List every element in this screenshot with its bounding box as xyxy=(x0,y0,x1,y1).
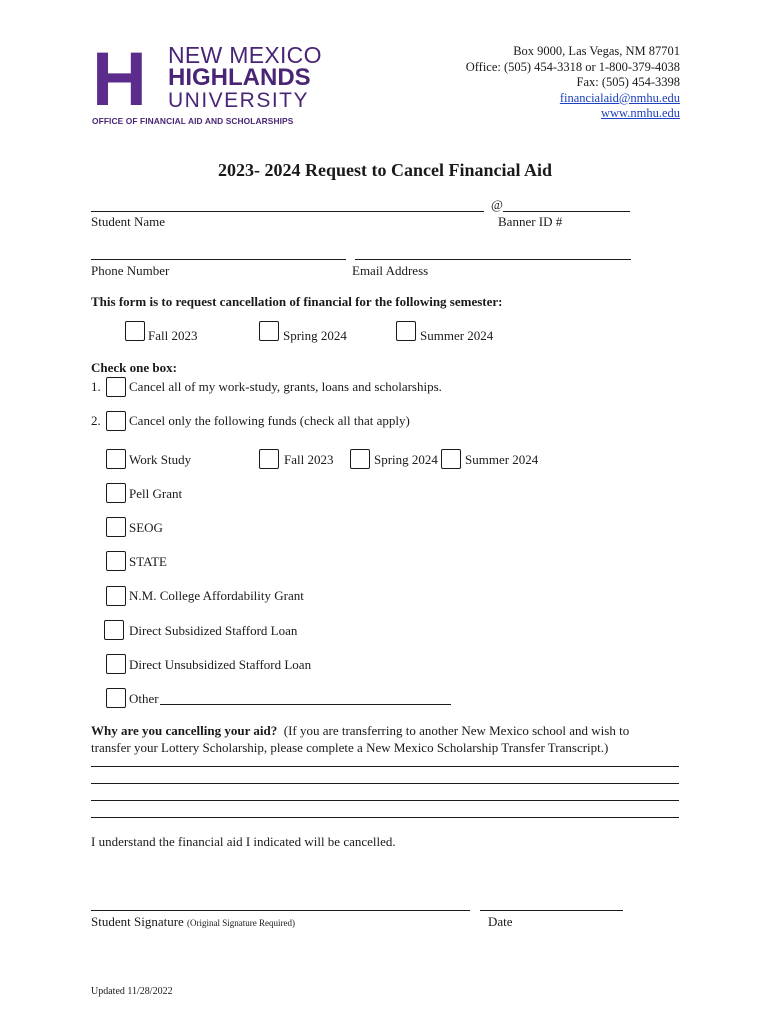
ws-spring-checkbox[interactable] xyxy=(350,449,370,469)
reason-line-c[interactable] xyxy=(91,800,679,801)
ws-fall-label: Fall 2023 xyxy=(284,452,334,467)
signature-note: (Original Signature Required) xyxy=(187,918,296,928)
cancel-all-checkbox[interactable] xyxy=(106,377,126,397)
banner-id-label: Banner ID # xyxy=(498,214,563,229)
ws-spring-label: Spring 2024 xyxy=(374,452,438,467)
student-name-line[interactable] xyxy=(91,211,484,212)
subsidized-loan-checkbox[interactable] xyxy=(104,620,124,640)
state-label: STATE xyxy=(129,554,167,569)
logo-line-new-mexico: NEW MEXICO xyxy=(168,42,322,68)
contact-block xyxy=(466,44,680,122)
subsidized-loan-label: Direct Subsidized Stafford Loan xyxy=(129,623,298,638)
semester-spring-checkbox[interactable] xyxy=(259,321,279,341)
other-line[interactable] xyxy=(160,704,451,705)
seog-checkbox[interactable] xyxy=(106,517,126,537)
ws-summer-checkbox[interactable] xyxy=(441,449,461,469)
date-label: Date xyxy=(488,914,513,929)
semester-fall-checkbox[interactable] xyxy=(125,321,145,341)
office-name: OFFICE OF FINANCIAL AID AND SCHOLARSHIPS xyxy=(92,116,294,126)
pell-grant-checkbox[interactable] xyxy=(106,483,126,503)
ws-fall-checkbox[interactable] xyxy=(259,449,279,469)
signature-label: Student Signature xyxy=(91,914,184,929)
website-link[interactable]: www.nmhu.edu xyxy=(600,106,680,120)
reason-line-b[interactable] xyxy=(91,783,679,784)
banner-id-line[interactable] xyxy=(503,211,630,212)
unsubsidized-loan-label: Direct Unsubsidized Stafford Loan xyxy=(129,657,312,672)
signature-line[interactable] xyxy=(91,910,470,911)
nm-college-grant-label: N.M. College Affordability Grant xyxy=(129,588,304,603)
reason-note-b: transfer your Lottery Scholarship, please complete a New Mexico Scholarship Transfer Transcript.) xyxy=(91,740,609,755)
updated-date: Updated 11/28/2022 xyxy=(91,986,173,997)
reason-note-a: (If you are transferring to another New Mexico school and wish to xyxy=(283,723,630,738)
cancel-some-label: Cancel only the following funds (check all that apply) xyxy=(129,413,410,428)
unsubsidized-loan-checkbox[interactable] xyxy=(106,654,126,674)
mailing-address: Box 9000, Las Vegas, NM 87701 xyxy=(513,44,680,58)
reason-line-d[interactable] xyxy=(91,817,679,818)
university-logo xyxy=(92,37,328,128)
work-study-label: Work Study xyxy=(129,452,192,467)
work-study-checkbox[interactable] xyxy=(106,449,126,469)
date-line[interactable] xyxy=(480,910,623,911)
phone-line[interactable] xyxy=(91,259,346,260)
form-title: 2023- 2024 Request to Cancel Financial Aid xyxy=(217,160,552,180)
logo-line-university: UNIVERSITY xyxy=(168,89,310,112)
semester-prompt: This form is to request cancellation of financial for the following semester: xyxy=(91,294,503,309)
state-checkbox[interactable] xyxy=(106,551,126,571)
cancel-all-label: Cancel all of my work-study, grants, loans and scholarships. xyxy=(129,379,442,394)
other-label: Other xyxy=(129,691,159,706)
signature-label-group xyxy=(91,914,295,930)
email-label: Email Address xyxy=(352,263,429,278)
banner-at-sign: @ xyxy=(491,197,503,212)
other-checkbox[interactable] xyxy=(106,688,126,708)
logo-line-highlands: HIGHLANDS xyxy=(168,64,311,91)
student-name-label: Student Name xyxy=(91,214,166,229)
cancel-some-checkbox[interactable] xyxy=(106,411,126,431)
fax-number: Fax: (505) 454-3398 xyxy=(576,75,680,89)
semester-summer-checkbox[interactable] xyxy=(396,321,416,341)
nm-college-grant-checkbox[interactable] xyxy=(106,586,126,606)
semester-summer-label: Summer 2024 xyxy=(420,328,494,343)
acknowledgement-text: I understand the financial aid I indicated will be cancelled. xyxy=(91,834,396,849)
option-1-number: 1. xyxy=(91,379,101,394)
seog-label: SEOG xyxy=(129,520,163,535)
email-link[interactable]: financialaid@nmhu.edu xyxy=(559,90,680,105)
semester-spring-label: Spring 2024 xyxy=(283,328,347,343)
pell-grant-label: Pell Grant xyxy=(129,486,183,501)
logo-h-mark: H xyxy=(92,37,145,122)
option-2-number: 2. xyxy=(91,413,101,428)
check-one-heading: Check one box: xyxy=(91,360,177,375)
office-phone: Office: (505) 454-3318 or 1-800-379-4038 xyxy=(465,59,680,74)
reason-question: Why are you cancelling your aid? xyxy=(91,723,278,738)
reason-line-a[interactable] xyxy=(91,766,679,767)
email-line[interactable] xyxy=(355,259,631,260)
reason-line-1 xyxy=(91,723,629,739)
phone-label: Phone Number xyxy=(91,263,170,278)
ws-summer-label: Summer 2024 xyxy=(465,452,539,467)
semester-fall-label: Fall 2023 xyxy=(148,328,198,343)
